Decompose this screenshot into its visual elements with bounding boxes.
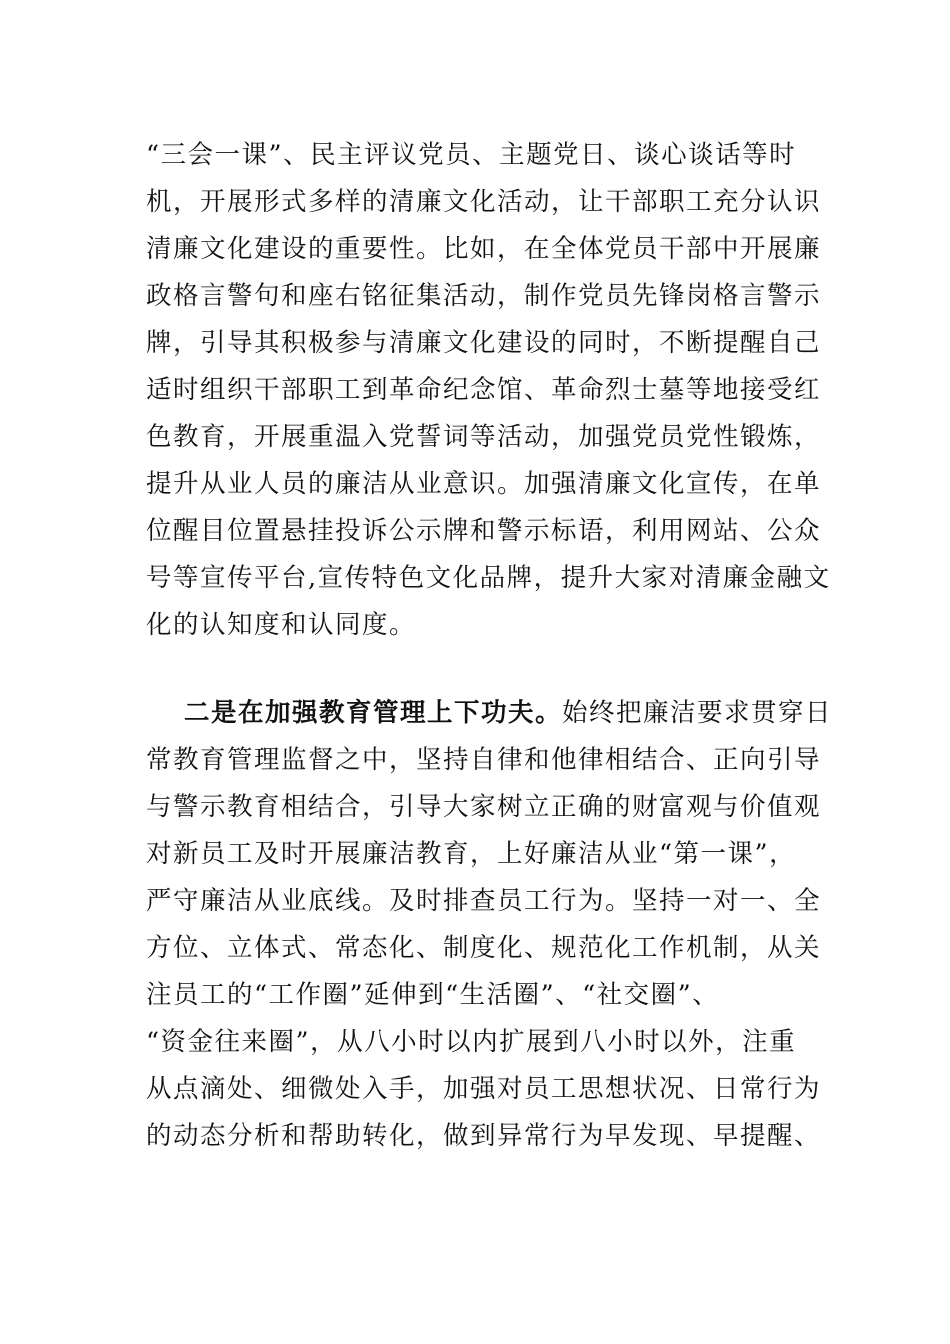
text-line: 严守廉洁从业底线。及时排查员工行为。坚持一对一、全 [146, 886, 822, 916]
text-line: 号等宣传平台,宣传特色文化品牌，提升大家对清廉金融文 [146, 563, 831, 593]
text-line: 牌，引导其积极参与清廉文化建设的同时，不断提醒自己 [146, 328, 822, 358]
text-line: 注员工的“工作圈”延伸到“生活圈”、“社交圈”、 [146, 980, 720, 1010]
text-line-first [146, 690, 833, 737]
paragraph-education-management [146, 690, 833, 1160]
text-line: 适时组织干部职工到革命纪念馆、革命烈士墓等地接受红 [146, 375, 822, 405]
text-line: 从点滴处、细微处入手，加强对员工思想状况、日常行为 [146, 1074, 822, 1104]
heading-continuation: 始终把廉洁要求贯穿日 [562, 698, 833, 728]
text-line: 政格言警句和座右铭征集活动，制作党员先锋岗格言警示 [146, 281, 822, 311]
text-line: 的动态分析和帮助转化，做到异常行为早发现、早提醒、 [146, 1121, 822, 1151]
text-line: 机，开展形式多样的清廉文化活动，让干部职工充分认识 [146, 187, 822, 217]
text-line: 对新员工及时开展廉洁教育，上好廉洁从业“第一课”， [146, 839, 797, 869]
paragraph-culture-activities [146, 132, 831, 649]
text-line: “三会一课”、民主评议党员、主题党日、谈心谈话等时 [146, 140, 797, 170]
text-line: 方位、立体式、常态化、制度化、规范化工作机制，从关 [146, 933, 822, 963]
text-line: 与警示教育相结合，引导大家树立正确的财富观与价值观 [146, 792, 822, 822]
text-line: 常教育管理监督之中，坚持自律和他律相结合、正向引导 [146, 745, 822, 775]
text-line: 清廉文化建设的重要性。比如，在全体党员干部中开展廉 [146, 234, 822, 264]
text-line: “资金往来圈”，从八小时以内扩展到八小时以外，注重 [146, 1027, 797, 1057]
section-heading: 二是在加强教育管理上下功夫。 [184, 698, 563, 728]
text-line: 色教育，开展重温入党誓词等活动，加强党员党性锻炼， [146, 422, 822, 452]
text-line: 化的认知度和认同度。 [146, 610, 417, 640]
text-line: 位醒目位置悬挂投诉公示牌和警示标语，利用网站、公众 [146, 516, 822, 546]
text-line: 提升从业人员的廉洁从业意识。加强清廉文化宣传，在单 [146, 469, 822, 499]
